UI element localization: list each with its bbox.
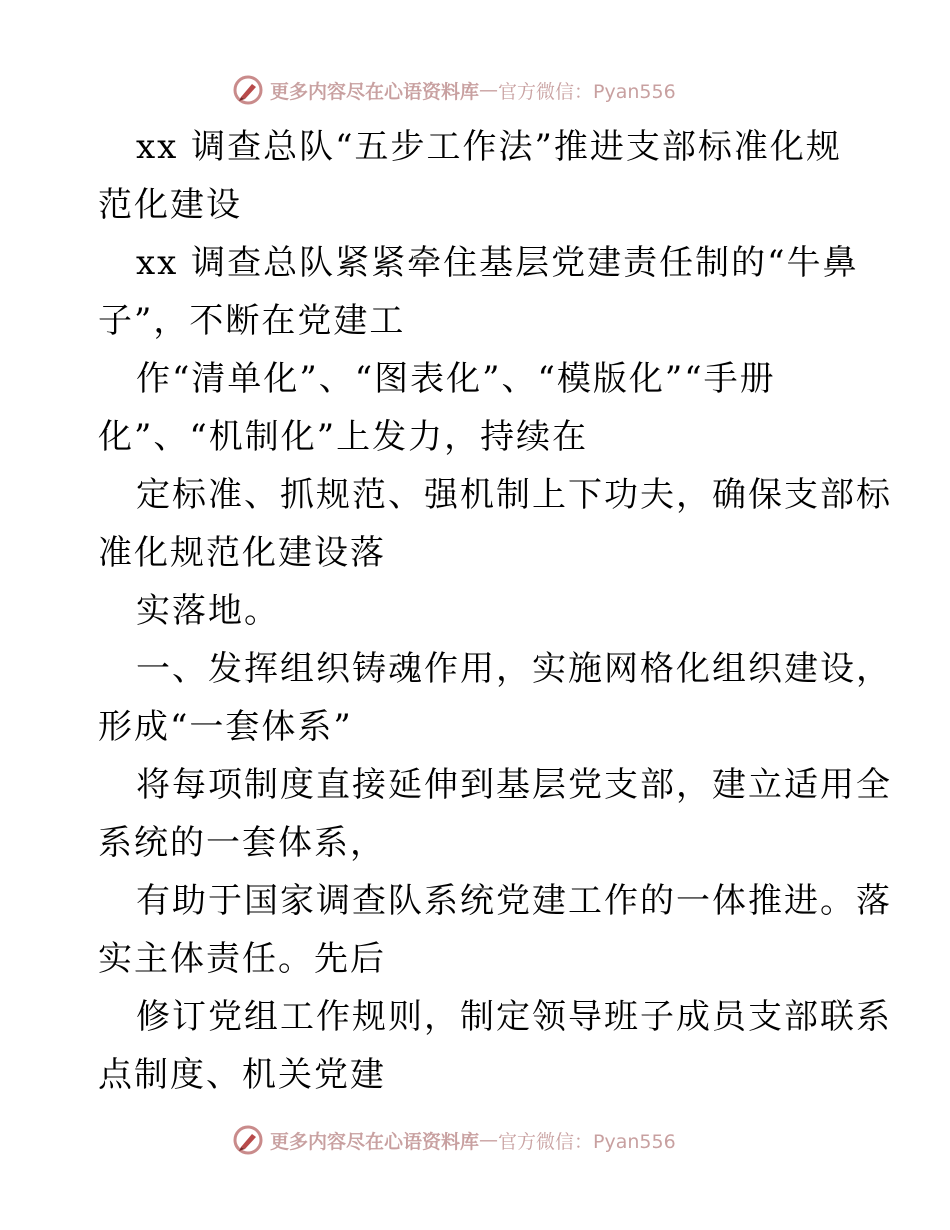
paragraph-line: 子”，不断在党建工 (98, 301, 406, 341)
watermark-separator: — (479, 79, 499, 101)
section-heading-line-1: 一、发挥组织铸魂作用，实施网格化组织建设， (136, 649, 892, 689)
paragraph-line: 系统的一套体系， (98, 823, 386, 863)
header-watermark (232, 73, 676, 107)
section-heading-line-2: 形成“一套体系” (98, 707, 353, 747)
paragraph-line: 定标准、抓规范、强机制上下功夫，确保支部标 (136, 475, 892, 515)
watermark-wechat-text: 官方微信：Pyan556 (498, 80, 676, 103)
paragraph-line: 准化规范化建设落 (98, 533, 386, 573)
footer-watermark (232, 1123, 676, 1157)
paragraph-line: 化”、“机制化”上发力，持续在 (98, 417, 589, 457)
watermark-brand-text: 更多内容尽在心语资料库 (270, 80, 480, 103)
paragraph-line: 有助于国家调查队系统党建工作的一体推进。落 (136, 881, 892, 921)
paragraph-line: 作“清单化”、“图表化”、“模版化”“手册 (136, 359, 776, 399)
title-line-2: 范化建设 (98, 185, 242, 225)
watermark-separator: — (479, 1129, 499, 1151)
paragraph-line: xx 调查总队紧紧牵住基层党建责任制的“牛鼻 (136, 243, 859, 283)
paragraph-line: 将每项制度直接延伸到基层党支部，建立适用全 (136, 765, 892, 805)
watermark-brand-text: 更多内容尽在心语资料库 (270, 1130, 480, 1153)
title-line-1: xx 调查总队“五步工作法”推进支部标准化规 (136, 127, 842, 167)
paragraph-line: 实主体责任。先后 (98, 939, 386, 979)
paragraph-line: 实落地。 (136, 591, 280, 631)
pen-logo-icon (232, 74, 264, 106)
paragraph-line: 修订党组工作规则，制定领导班子成员支部联系 (136, 997, 892, 1037)
paragraph-line: 点制度、机关党建 (98, 1055, 386, 1095)
watermark-wechat-text: 官方微信：Pyan556 (498, 1130, 676, 1153)
pen-logo-icon (232, 1124, 264, 1156)
